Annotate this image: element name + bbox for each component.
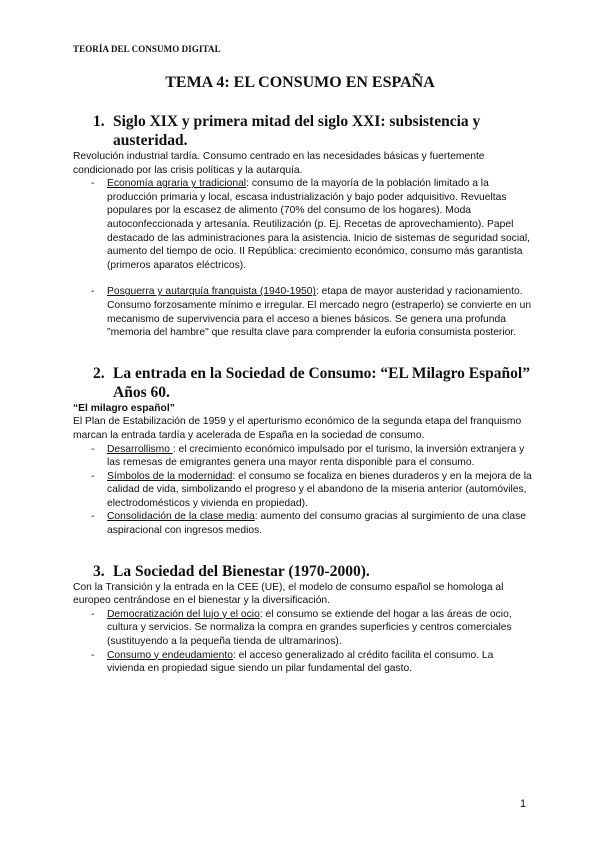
bullet-separator: : bbox=[172, 443, 176, 455]
bullet-term: Posguerra y autarquía franquista (1940-1950) bbox=[107, 286, 316, 298]
bullet-text: consumo de la mayoría de la población limitado a la producción primaria y local, escasa industrialización y bajo poder adquisitivo. Revueltas populares por la escasez de alimento (70% del consumo de los hogares). Moda autoconfeccionada y artesanía. Reutilización (p. Ej. Recetas de aprovechamiento). Papel destacado de las administraciones para la asistencia. Inicio de sistemas de seguridad social, aumento del tiempo de ocio. II República: crecimiento económico, consumo más garantista (primeros aparatos eléctricos). bbox=[107, 178, 530, 271]
bullet-dash: - bbox=[91, 511, 95, 523]
bullet-text: el acceso generalizado al crédito facilita el consumo. La vivienda en propiedad sigue siendo un pilar fundamental del gasto. bbox=[107, 649, 494, 675]
section-intro: Con la Transición y la entrada en la CEE (UE), el modelo de consumo español se homologa al europeo centrándose en el bienestar y la diversificación. bbox=[73, 581, 504, 607]
page-title: TEMA 4: EL CONSUMO EN ESPAÑA bbox=[165, 74, 435, 91]
bullet-separator: : bbox=[246, 178, 249, 190]
list-item bbox=[73, 470, 533, 511]
section-title: Siglo XIX y primera mitad del siglo XXI: subsistencia y austeridad. bbox=[113, 113, 481, 149]
section-2 bbox=[73, 364, 533, 538]
bullet-separator: : bbox=[232, 649, 236, 661]
bullet-dash: - bbox=[91, 178, 95, 190]
bullet-text: el consumo se focaliza en bienes duraderos y en la mejora de la calidad de vida, simbolizando el progreso y el abandono de la miseria anterior (automóviles, electrodomésticos y vivienda en propiedad). bbox=[107, 470, 532, 509]
section-title: La entrada en la Sociedad de Consumo: “EL Milagro Español” Años 60. bbox=[113, 364, 530, 401]
bullet-separator: : bbox=[315, 286, 319, 298]
section-intro: El Plan de Estabilización de 1959 y el aperturismo económico de la segunda etapa del franquismo marcan la entrada tardía y acelerada de España en la sociedad de consumo. bbox=[73, 416, 522, 441]
bullet-term: Economía agraria y tradicional bbox=[107, 178, 247, 190]
list-item bbox=[73, 649, 533, 676]
bullet-text: etapa de mayor austeridad y racionamiento. Consumo forzosamente mínimo e irregular. El mercado negro (estraperlo) se convierte en un mecanismo de supervivencia para el acceso a bienes básicos. Se genera una profunda "memoria del hambre" que resulta clave para comprender la euforia consumista posterior. bbox=[107, 286, 532, 339]
bullet-term: Desarrollismo bbox=[107, 443, 173, 455]
bullet-term: Democratización del lujo y el ocio bbox=[107, 608, 260, 620]
section-3 bbox=[73, 562, 533, 676]
list-item bbox=[73, 443, 533, 470]
bullet-separator: : bbox=[232, 470, 236, 482]
section-1 bbox=[73, 112, 533, 340]
bullet-dash: - bbox=[91, 649, 95, 661]
bullet-text: el crecimiento económico impulsado por el turismo, la inversión extranjera y las remesas de emigrantes genera una mayor renta disponible para el consumo. bbox=[107, 443, 525, 469]
bullet-term: Consumo y endeudamiento bbox=[107, 649, 233, 661]
list-item bbox=[73, 285, 533, 339]
page-number: 1 bbox=[520, 798, 527, 810]
bullet-dash: - bbox=[91, 470, 95, 482]
document-body bbox=[73, 112, 533, 676]
bullet-list bbox=[73, 177, 533, 340]
bullet-dash: - bbox=[91, 286, 95, 298]
section-heading bbox=[93, 364, 533, 402]
bullet-list bbox=[73, 608, 533, 676]
running-header: TEORÍA DEL CONSUMO DIGITAL bbox=[73, 44, 221, 54]
bullet-term: Símbolos de la modernidad bbox=[107, 470, 233, 482]
bullet-list bbox=[73, 443, 533, 538]
bullet-separator: : bbox=[259, 608, 263, 620]
list-item bbox=[73, 177, 533, 272]
section-subheading: “El milagro español” bbox=[73, 402, 175, 414]
bullet-term: Consolidación de la clase media bbox=[107, 511, 255, 523]
bullet-text: el consumo se extiende del hogar a las áreas de ocio, cultura y servicios. Se normaliza la compra en grandes superficies y centros comerciales (sustituyendo a la pequeña tienda de ultramarinos). bbox=[107, 608, 512, 648]
section-heading bbox=[93, 562, 533, 581]
section-title: La Sociedad del Bienestar (1970-2000). bbox=[113, 562, 370, 580]
section-number: 2. bbox=[93, 364, 105, 382]
bullet-dash: - bbox=[91, 443, 95, 455]
list-item bbox=[73, 510, 533, 537]
list-item bbox=[73, 608, 533, 649]
bullet-text: aumento del consumo gracias al surgimiento de una clase aspiracional con ingresos medios. bbox=[107, 511, 527, 537]
section-heading bbox=[93, 112, 533, 150]
bullet-separator: : bbox=[254, 511, 258, 523]
section-number: 1. bbox=[93, 113, 105, 130]
bullet-dash: - bbox=[91, 608, 95, 620]
section-intro: Revolución industrial tardía. Consumo centrado en las necesidades básicas y fuertemente condicionado por las crisis políticas y la autarquía. bbox=[73, 151, 485, 176]
section-number: 3. bbox=[93, 562, 105, 580]
